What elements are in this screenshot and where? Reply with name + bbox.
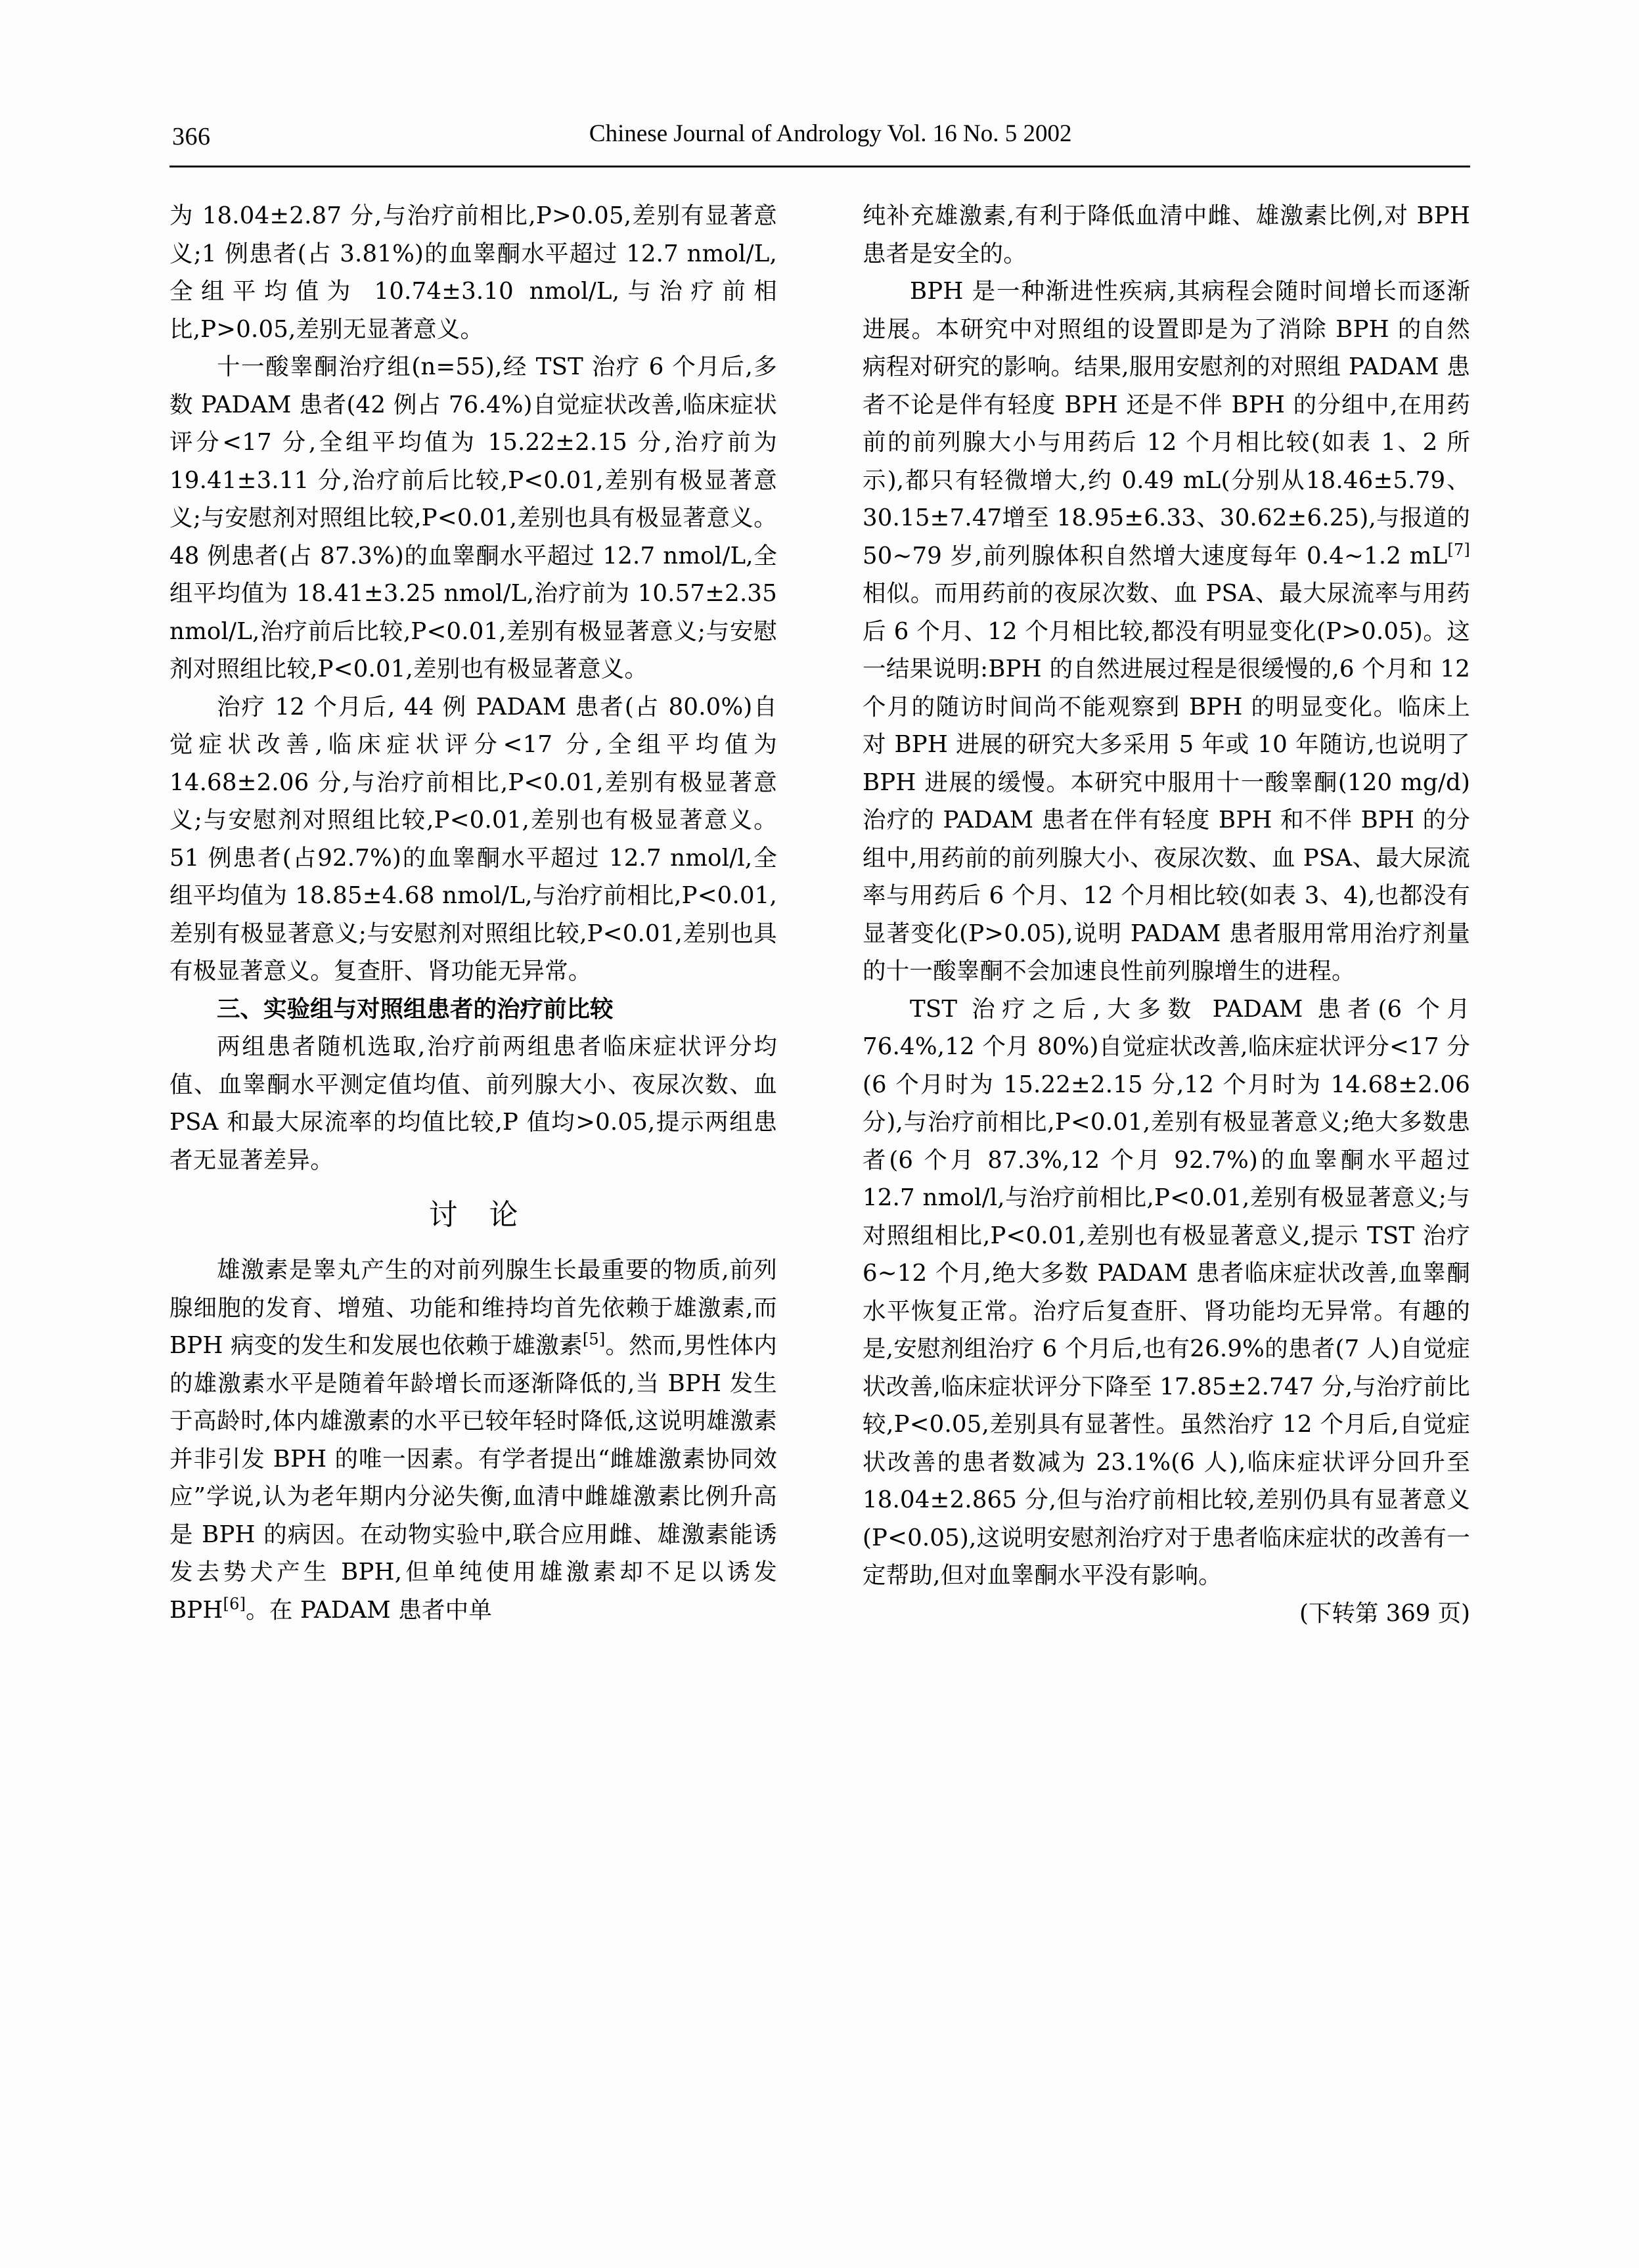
paragraph-l1: 为 18.04±2.87 分,与治疗前相比,P>0.05,差别有显著意义;1 例患者(占 3.81%)的血睾酮水平超过 12.7 nmol/L,全组平均值为 10.74±3.10 nmol/L,与治疗前相比,P>0.05,差别无显著意义。 <box>169 202 777 343</box>
discussion-heading: 讨论 <box>428 1198 550 1232</box>
paragraph-l2: 十一酸睾酮治疗组(n=55),经 TST 治疗 6 个月后,多数 PADAM 患者(42 例占 76.4%)自觉症状改善,临床症状评分<17 分,全组平均值为 15.22±2.15 分,治疗前为 19.41±3.11 分,治疗前后比较,P<0.01,差别有极显著意义;与安慰剂对照组比较,P<0.01,差别也具有极显著意义。48 例患者(占 87.3%)的血睾酮水平超过 12.7 nmol/L,全组平均值为 18.41±3.25 nmol/L,治疗前为 10.57±2.35 nmol/L,治疗前后比较,P<0.01,差别有极显著意义;与安慰剂对照组比较,P<0.01,差别也有极显著意义。 <box>169 353 777 682</box>
paragraph-r2-part2: 相似。而用药前的夜尿次数、血 PSA、最大尿流率与用药后 6 个月、12 个月相比较,都没有明显变化(P>0.05)。这一结果说明:BPH 的自然进展过程是很缓慢的,6 个月和 12 个月的随访时间尚不能观察到 BPH 的明显变化。临床上对 BPH 进展的研究大多采用 5 年或 10 年随访,也说明了 BPH 进展的缓慢。本研究中服用十一酸睾酮(120 mg/d)治疗的 PADAM 患者在伴有轻度 BPH 和不伴 BPH 的分组中,用药前的前列腺大小、夜尿次数、血 PSA、最大尿流率与用药后 6 个月、12 个月相比较(如表 3、4),也都没有显著变化(P>0.05),说明 PADAM 患者服用常用治疗剂量的十一酸睾酮不会加速良性前列腺增生的进程。 <box>863 580 1470 985</box>
citation-ref-6: [6] <box>223 1594 246 1613</box>
paragraph-r3: TST 治疗之后,大多数 PADAM 患者(6 个月 76.4%,12 个月 80%)自觉症状改善,临床症状评分<17 分(6 个月时为 15.22±2.15 分,12 个月时为 14.68±2.06 分),与治疗前相比,P<0.01,差别有极显著意义;绝大多数患者(6 个月 87.3%,12 个月 92.7%)的血睾酮水平超过 12.7 nmol/l,与治疗前相比,P<0.01,差别有极显著意义;与对照组相比,P<0.01,差别也有极显著意义,提示 TST 治疗 6~12 个月,绝大多数 PADAM 患者临床症状改善,血睾酮水平恢复正常。治疗后复查肝、肾功能均无异常。有趣的是,安慰剂组治疗 6 个月后,也有26.9%的患者(7 人)自觉症状改善,临床症状评分下降至 17.85±2.747 分,与治疗前比较,P<0.05,差别具有显著性。虽然治疗 12 个月后,自觉症状改善的患者数减为 23.1%(6 人),临床症状评分回升至18.04±2.865 分,但与治疗前相比较,差别仍具有显著意义(P<0.05),这说明安慰剂治疗对于患者临床症状的改善有一定帮助,但对血睾酮水平没有影响。 <box>863 995 1470 1589</box>
header-rule <box>169 166 1470 167</box>
page-header <box>172 117 1470 156</box>
paragraph-r1: 纯补充雄激素,有利于降低血清中雌、雄激素比例,对 BPH 患者是安全的。 <box>863 202 1470 267</box>
paragraph-l5-part2: 。然而,男性体内的雄激素水平是随着年龄增长而逐渐降低的,当 BPH 发生于高龄时,体内雄激素的水平已较年轻时降低,这说明雄激素并非引发 BPH 的唯一因素。有学者提出“雌雄激素协同效应”学说,认为老年期内分泌失衡,血清中雌雄激素比例升高是 BPH 的病因。在动物实验中,联合应用雌、雄激素能诱发去势犬产生 BPH,但单纯使用雄激素却不足以诱发 BPH <box>169 1332 777 1624</box>
paragraph-l4: 两组患者随机选取,治疗前两组患者临床症状评分均值、血睾酮水平测定值均值、前列腺大小、夜尿次数、血 PSA 和最大尿流率的均值比较,P 值均>0.05,提示两组患者无显著差异。 <box>169 1033 777 1174</box>
continued-on-note: (下转第 369 页) <box>1299 1599 1470 1627</box>
citation-ref-5: [5] <box>582 1330 606 1349</box>
left-column <box>169 197 777 1629</box>
page-number: 366 <box>172 123 211 150</box>
paragraph-r2-part1: BPH 是一种渐进性疾病,其病程会随时间增长而逐渐进展。本研究中对照组的设置即是为了消除 BPH 的自然病程对研究的影响。结果,服用安慰剂的对照组 PADAM 患者不论是伴有轻度 BPH 还是不伴 BPH 的分组中,在用药前的前列腺大小与用药后 12 个月相比较(如表 1、2 所示),都只有轻微增大,约 0.49 mL(分别从18.46±5.79、30.15±7.47增至 18.95±6.33、30.62±6.25),与报道的 50~79 岁,前列腺体积自然增大速度每年 0.4~1.2 mL <box>863 278 1470 569</box>
paragraph-r2 <box>863 273 1470 990</box>
paragraph-l5-part1: 雄激素是睾丸产生的对前列腺生长最重要的物质,前列腺细胞的发育、增殖、功能和维持均首先依赖于雄激素,而 BPH 病变的发生和发展也依赖于雄激素 <box>169 1256 777 1359</box>
journal-title-line: Chinese Journal of Andrology Vol. 16 No. 5 2002 <box>589 120 1072 147</box>
citation-ref-7: [7] <box>1447 540 1470 559</box>
section-heading-3: 三、实验组与对照组患者的治疗前比较 <box>217 995 614 1023</box>
paragraph-l5-part3: 。在 PADAM 患者中单 <box>246 1596 493 1624</box>
paragraph-l3: 治疗 12 个月后, 44 例 PADAM 患者(占 80.0%)自觉症状改善,临床症状评分<17 分,全组平均值为14.68±2.06 分,与治疗前相比,P<0.01,差别有极显著意义;与安慰剂对照组比较,P<0.01,差别也有极显著意义。51 例患者(占92.7%)的血睾酮水平超过 12.7 nmol/l,全组平均值为 18.85±4.68 nmol/L,与治疗前相比,P<0.01,差别有极显著意义;与安慰剂对照组比较,P<0.01,差别也具有极显著意义。复查肝、肾功能无异常。 <box>169 693 777 985</box>
paragraph-l5 <box>169 1251 777 1629</box>
right-column <box>863 197 1470 1632</box>
